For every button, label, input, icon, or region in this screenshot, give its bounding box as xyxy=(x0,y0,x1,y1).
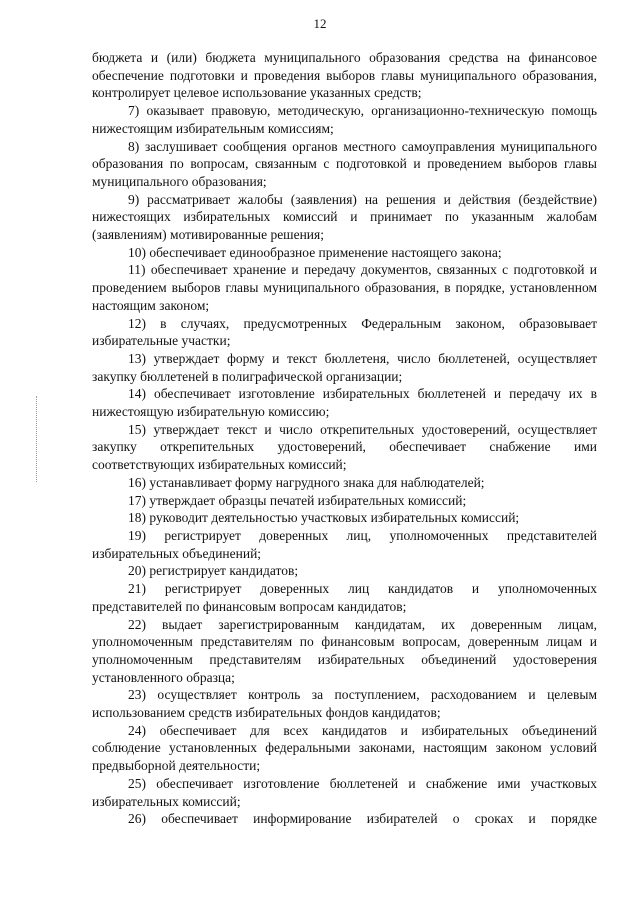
paragraph-item-23: 23) осуществляет контроль за поступлением, расходованием и целевым использованием средств избирательных фондов кандидатов; xyxy=(92,687,597,721)
paragraph-item-20: 20) регистрирует кандидатов; xyxy=(128,563,299,579)
paragraph-item-14: 14) обеспечивает изготовление избирательных бюллетеней и передачу их в нижестоящую избирательную комиссию; xyxy=(92,386,597,420)
paragraph-item-22: 22) выдает зарегистрированным кандидатам, их доверенным лицам, уполномоченным представителям по финансовым вопросам, доверенным лицам и уполномоченным представителям избирательных объединений удостоверения установленного образца; xyxy=(92,616,597,685)
page-number: 12 xyxy=(313,16,327,31)
paragraph-item-7: 7) оказывает правовую, методическую, организационно-техническую помощь нижестоящим избирательным комиссиям; xyxy=(92,103,597,136)
paragraph-item-25: 25) обеспечивает изготовление бюллетеней и снабжение ими участковых избирательных комиссий; xyxy=(92,775,597,809)
paragraph-item-17: 17) утверждает образцы печатей избирательных комиссий; xyxy=(128,492,467,508)
paragraph-item-12: 12) в случаях, предусмотренных Федеральным законом, образовывает избирательные участки; xyxy=(92,315,597,349)
paragraph-item-24: 24) обеспечивает для всех кандидатов и избирательных объединений соблюдение установленных федеральными законами, настоящим законом условий предвыборной деятельности; xyxy=(92,722,597,774)
paragraph-item-19: 19) регистрирует доверенных лиц, уполномоченных представителей избирательных объединений; xyxy=(92,527,597,561)
paragraph-item-10: 10) обеспечивает единообразное применение настоящего закона; xyxy=(128,244,502,260)
paragraph-item-11: 11) обеспечивает хранение и передачу документов, связанных с подготовкой и проведением выборов главы муниципального образования, в порядке, установленном настоящим законом; xyxy=(92,262,597,313)
paragraph-item-9: 9) рассматривает жалобы (заявления) на решения и действия (бездействие) нижестоящих избирательных комиссий и принимает по указанным жалобам (заявлениям) мотивированные решения; xyxy=(92,191,597,243)
scan-margin-mark xyxy=(36,396,37,482)
paragraph-item-26: 26) обеспечивает информирование избирателей о сроках и порядке xyxy=(128,811,597,827)
paragraph-item-15: 15) утверждает текст и число открепительных удостоверений, осуществляет закупку открепительных удостоверений, обеспечивает снабжение ими соответствующих избирательных комиссий; xyxy=(92,421,597,473)
paragraph-item-18: 18) руководит деятельностью участковых избирательных комиссий; xyxy=(128,510,520,526)
document-body xyxy=(92,49,597,828)
paragraph-item-13: 13) утверждает форму и текст бюллетеня, число бюллетеней, осуществляет закупку бюллетеней в полиграфической организации; xyxy=(92,350,597,384)
paragraph-item-21: 21) регистрирует доверенных лиц кандидатов и уполномоченных представителей по финансовым вопросам кандидатов; xyxy=(92,581,597,614)
paragraph-continuation: бюджета и (или) бюджета муниципального образования средства на финансовое обеспечение подготовки и проведения выборов главы муниципального образования, контролирует целевое использование указанных средств; xyxy=(92,50,597,101)
paragraph-item-16: 16) устанавливает форму нагрудного знака для наблюдателей; xyxy=(128,474,485,490)
paragraph-item-8: 8) заслушивает сообщения органов местного самоуправления муниципального образования по вопросам, связанным с подготовкой и проведением выборов главы муниципального образования; xyxy=(92,138,597,189)
